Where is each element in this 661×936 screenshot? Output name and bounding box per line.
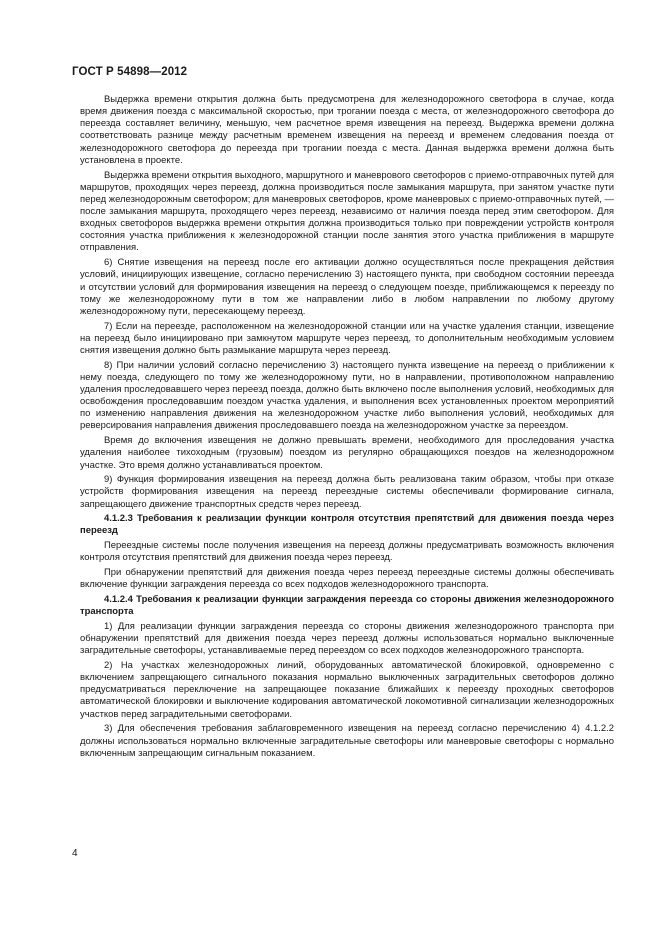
paragraph: 6) Снятие извещения на переезд после его активации должно осуществляться после прекращения действия условий, инициирующих извещение, согласно перечислению 3) настоящего пункта, при свободном состоянии переезда и отсутствии условий для формирования извещения на переезд о следующем поезде, приближающемся к переезду по тому же железнодорожному пути в том же направлении либо в любом направлении по любому другому железнодорожному пути, пересекающему переезд. <box>80 257 614 317</box>
paragraph: 2) На участках железнодорожных линий, оборудованных автоматической блокировкой, одновременно с включением запрещающего сигнального показания нормально выключенных заградительных светофоров должно предусматриваться переключение на запрещающее показание ближайших к переезду проходных светофоров автоматической блокировки и выключение кодирования автоматической локомотивной сигнализации железнодорожных участков перед заградительными светофорами. <box>80 660 614 720</box>
paragraph: 9) Функция формирования извещения на переезд должна быть реализована таким образом, чтобы при отказе устройств формирования извещения на переезд переездные системы обеспечивали формирование сигнала, запрещающего движение транспортных средств через переезд. <box>80 474 614 510</box>
paragraph: При обнаружении препятствий для движения поезда через переезд переездные системы должны обеспечивать включение функции заграждения переезда со всех подходов железнодорожного транспорта. <box>80 567 614 591</box>
paragraph: 7) Если на переезде, расположенном на железнодорожной станции или на участке удаления станции, извещение на переезд было инициировано при замкнутом маршруте через переезд, то дополнительным необходимым условием снятия извещения должно быть размыкание маршрута через переезд. <box>80 320 614 356</box>
paragraph: 1) Для реализации функции заграждения переезда со стороны движения железнодорожного транспорта при обнаружении препятствий для движения поезда через переезд должны использоваться нормально выключенные заградительные светофоры, устанавливаемые перед переездом со всех подходов железнодорожного транспорта. <box>80 620 614 657</box>
document-body <box>80 94 614 762</box>
paragraph: 8) При наличии условий согласно перечислению 3) настоящего пункта извещение на переезд о приближении к нему поезда, следующего по тому же железнодорожному пути, но в направлении, противоположном направлению удаления проследовавшего через переезд поезда, должно быть включено после выполнения условий, необходимых для освобождения проследовавшим поездом участка удаления, и выполнения всех установленных проектом мероприятий по изменению направления движения на железнодорожном участке либо выполнения условий, необходимых для реверсирования направления движения проследовавшего поезда на железнодорожном участке за переездом. <box>80 359 614 432</box>
document-header: ГОСТ Р 54898—2012 <box>72 66 188 78</box>
section-heading: 4.1.2.3 Требования к реализации функции контроля отсутствия препятствий для движения поезда через переезд <box>80 513 614 537</box>
paragraph: Выдержка времени открытия выходного, маршрутного и маневрового светофоров с приемо-отправочных путей для маршрутов, проходящих через переезд, должна производиться после замыкания маршрута, при занятом участке пути перед железнодорожным светофором; для маневровых светофоров, кроме маневровых с приемо-отправочных путей, — после замыкания маршрута, проходящего через переезд, независимо от наличия поезда перед этим светофором. Для входных светофоров выдержка времени открытия должна производиться только при повреждении устройств контроля состояния участка приближения к железнодорожной станции после занятия этого участка приближения в маршруте отправления. <box>80 169 614 254</box>
paragraph: Переездные системы после получения извещения на переезд должны предусматривать возможность включения контроля отсутствия препятствий для движения поезда через переезд. <box>80 540 614 564</box>
section-heading: 4.1.2.4 Требования к реализации функции заграждения переезда со стороны движения железнодорожного транспорта <box>80 594 614 618</box>
paragraph: 3) Для обеспечения требования заблаговременного извещения на переезд согласно перечислению 4) 4.1.2.2 должны использоваться нормально включенные заградительные светофоры или маневровые светофоры с нормально включенным запрещающим сигнальным показанием. <box>80 723 614 759</box>
page-number: 4 <box>72 848 78 859</box>
paragraph: Выдержка времени открытия должна быть предусмотрена для железнодорожного светофора в случае, когда время движения поезда с максимальной скоростью, при трогании поезда с места, от железнодорожного светофора до переезда составляет величину, меньшую, чем расчетное время извещения на переезд. Выдержка времени должна соответствовать разнице между расчетным временем извещения на переезд и временем следования поезда от железнодорожного светофора до переезда при трогании поезда с места. Данная выдержка времени должна быть установлена в проекте. <box>80 94 614 166</box>
paragraph: Время до включения извещения не должно превышать времени, необходимого для проследования участка удаления наиболее тихоходным (грузовым) поездом из регулярно обращающихся поездов на железнодорожном участке. Это время должно устанавливаться проектом. <box>80 435 614 471</box>
